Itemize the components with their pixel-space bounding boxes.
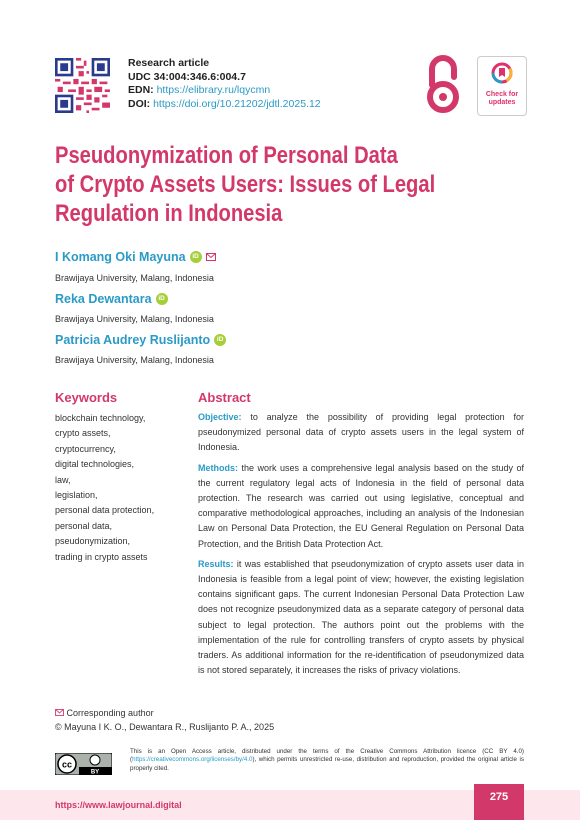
orcid-icon[interactable]: iD — [190, 251, 202, 263]
by-glyph: BY — [90, 769, 100, 775]
license-link[interactable]: https://creativecommons.org/licenses/by/4.0 — [132, 756, 253, 764]
edn-link[interactable]: https://elibrary.ru/lqycmn — [156, 84, 271, 96]
edn-label: EDN: — [128, 84, 154, 96]
keyword: pseudonymization, — [55, 536, 131, 547]
corresponding-info — [55, 706, 274, 734]
article-type: Research article — [128, 57, 210, 69]
keyword: personal data protection, — [55, 505, 155, 516]
keyword: personal data, — [55, 520, 113, 531]
abstract-heading: Abstract — [198, 390, 251, 405]
license-text: This is an Open Access article, distributed under the terms of the Creative Commons Attribution licence (CC BY 4.0) (https://creativecommons.org/licenses/by/4.0), which permits unrestricted re-use, distribution and reproduction, provided the original article is properly cited. — [130, 748, 524, 772]
qr-code — [55, 58, 110, 113]
article-meta — [128, 57, 321, 111]
updates-label: updates — [488, 99, 516, 106]
journal-url[interactable]: https://www.lawjournal.digital — [55, 800, 182, 810]
keyword: trading in crypto assets — [55, 551, 148, 562]
orcid-icon[interactable]: iD — [214, 334, 226, 346]
keywords-heading: Keywords — [55, 390, 118, 405]
corresponding-label: Corresponding author — [66, 708, 154, 718]
check-for-updates-badge[interactable] — [477, 56, 527, 116]
envelope-icon[interactable] — [206, 253, 216, 261]
abstract-body — [198, 410, 524, 683]
author-name[interactable]: I Komang Oki Mayuna — [55, 250, 186, 264]
abstract-methods: Methods: the work uses a comprehensive legal analysis based on the study of the current regulatory legal acts of Indonesia in the field of personal data protection. The research was carried out using legislative, conceptual and comparative methodological approaches, including an analysis of the Indonesian Law on Personal Data Protection, the EU General Regulation on Personal Data Protection, and the British Data Protection Act. — [198, 462, 524, 549]
keyword: crypto assets, — [55, 428, 111, 439]
page-number: 275 — [474, 784, 524, 820]
keyword: law, — [55, 474, 71, 485]
check-for-label: Check for — [485, 91, 519, 98]
author-name[interactable]: Reka Dewantara — [55, 292, 152, 306]
keyword: blockchain technology, — [55, 413, 146, 423]
cc-by-icon[interactable] — [55, 753, 112, 775]
article-title: Pseudonymization of Personal Data of Crypto Assets Users: Issues of Legal Regulation in Indonesia — [55, 142, 436, 227]
affiliation: Brawijaya University, Malang, Indonesia — [55, 314, 214, 324]
author-2 — [55, 292, 168, 306]
affiliation: Brawijaya University, Malang, Indonesia — [55, 355, 214, 365]
doi-link[interactable]: https://doi.org/10.21202/jdtl.2025.12 — [153, 97, 321, 110]
author-name[interactable]: Patricia Audrey Ruslijanto — [55, 333, 211, 347]
bookmark-ring-icon — [491, 62, 513, 84]
orcid-icon[interactable]: iD — [156, 293, 168, 305]
doi-label: DOI: — [128, 97, 151, 110]
envelope-icon — [55, 709, 64, 716]
author-3 — [55, 333, 226, 347]
keyword: digital technologies, — [55, 459, 135, 470]
author-1 — [55, 250, 216, 264]
affiliation: Brawijaya University, Malang, Indonesia — [55, 273, 214, 283]
udc-code: UDC 34:004:346.6:004.7 — [128, 70, 246, 83]
keyword: legislation, — [55, 490, 98, 501]
keyword: cryptocurrency, — [55, 443, 116, 454]
keywords-list — [55, 411, 154, 565]
abstract-results: Results: it was established that pseudonymization of crypto assets user data in Indonesia is feasible from a legal point of view; however, the existing legislation contains significant gaps. The current Indonesian Personal Data Protection Law does not recognize pseudonymized data as a separate category of personal data subject to legal protection. The authors point out the problems with the implementation of the rule for controlling transfers of crypto assets by physical traders. As additional information for the re-identification of pseudonymized data is not stored separately, it increases the risks of privacy violations. — [198, 558, 524, 676]
open-access-icon — [422, 55, 464, 115]
cc-glyph: cc — [61, 759, 73, 770]
abstract-objective: Objective: to analyze the possibility of providing legal protection for pseudonymized personal data of crypto assets users in the legal system of Indonesia. — [198, 412, 524, 453]
copyright: © Mayuna I K. O., Dewantara R., Ruslijanto P. A., 2025 — [55, 722, 275, 732]
